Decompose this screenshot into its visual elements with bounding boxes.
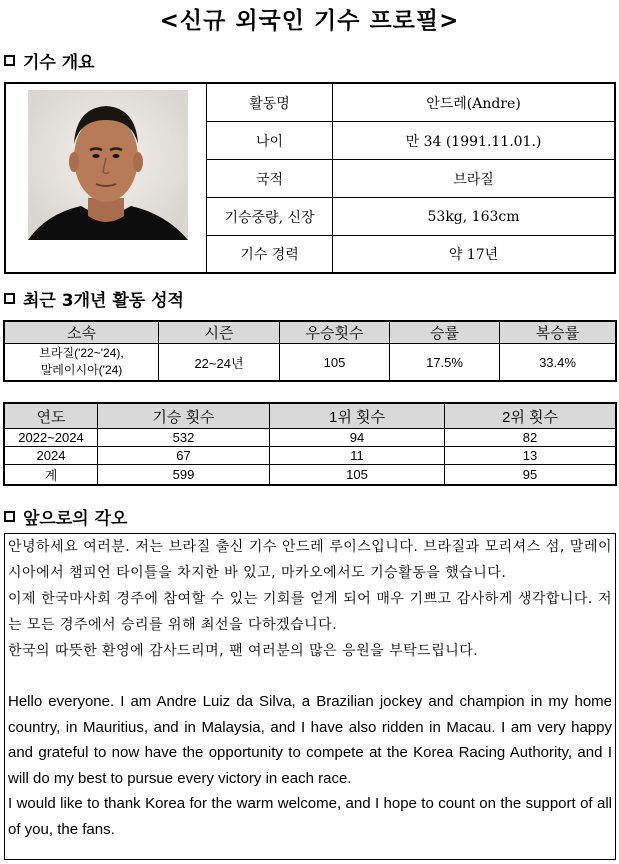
season-cell: 22~24년 — [159, 344, 280, 381]
affiliation-line: 말레이시아('24) — [40, 363, 123, 377]
overview-value: 만 34 (1991.11.01.) — [333, 122, 615, 160]
table-header: 시즌 — [159, 322, 280, 344]
table-cell: 11 — [270, 447, 445, 465]
korean-paragraph: 이제 한국마사회 경주에 참여할 수 있는 기회를 얻게 되어 매우 기쁘고 감사하게 생각합니다. 저는 모든 경주에서 승리를 위해 최선을 다하겠습니다. — [8, 591, 612, 633]
win-rate-cell: 17.5% — [390, 344, 500, 381]
overview-value: 브라질 — [333, 160, 615, 198]
yearly-stats-table — [4, 403, 616, 485]
table-row — [5, 465, 616, 485]
checkbox-square-icon — [4, 293, 15, 304]
table-header: 승률 — [390, 322, 500, 344]
overview-label: 나이 — [207, 122, 333, 160]
table-cell: 532 — [98, 429, 270, 447]
table-header: 1위 횟수 — [270, 404, 445, 429]
jockey-photo — [6, 84, 207, 273]
korean-paragraph: 한국의 따뜻한 환영에 감사드리며, 팬 여러분의 많은 응원을 부탁드립니다. — [8, 643, 479, 659]
wins-cell: 105 — [280, 344, 390, 381]
table-header: 복승률 — [500, 322, 616, 344]
table-cell: 599 — [98, 465, 270, 485]
table-header: 2위 횟수 — [445, 404, 616, 429]
table-cell: 94 — [270, 429, 445, 447]
overview-value: 53kg, 163cm — [333, 198, 615, 236]
table-cell: 95 — [445, 465, 616, 485]
overview-label: 활동명 — [207, 84, 333, 122]
table-header: 소속 — [5, 322, 159, 344]
checkbox-square-icon — [4, 511, 15, 522]
table-cell: 105 — [270, 465, 445, 485]
english-paragraph: I would like to thank Korea for the warm welcome, and I hope to count on the support of all of you, the fans. — [8, 795, 612, 838]
table-cell: 13 — [445, 447, 616, 465]
jockey-portrait-image — [6, 86, 206, 266]
table-header: 우승횟수 — [280, 322, 390, 344]
section-aspirations-heading — [4, 504, 127, 529]
korean-paragraph: 안녕하세요 여러분. 저는 브라질 출신 기수 안드레 루이스입니다. 브라질과 모리셔스 섬, 말레이시아에서 챔피언 타이틀을 차지한 바 있고, 마카오에서도 기승활동을 했습니다. — [8, 539, 612, 581]
page-title: <신규 외국인 기수 프로필> — [159, 8, 460, 34]
table-header: 연도 — [5, 404, 98, 429]
table-cell: 82 — [445, 429, 616, 447]
table-cell: 계 — [5, 465, 98, 485]
table-row — [5, 429, 616, 447]
overview-table — [5, 83, 615, 273]
overview-label: 기수 경력 — [207, 236, 333, 273]
paragraph-spacer — [8, 664, 612, 689]
performance-table — [4, 321, 616, 381]
place-rate-cell: 33.4% — [500, 344, 616, 381]
table-header: 기승 횟수 — [98, 404, 270, 429]
affiliation-line: 브라질('22~'24), — [39, 346, 124, 360]
table-cell: 67 — [98, 447, 270, 465]
section-aspirations-label: 앞으로의 각오 — [23, 509, 128, 529]
affiliation-cell — [5, 344, 159, 381]
overview-value: 약 17년 — [333, 236, 615, 273]
overview-label: 기승중량, 신장 — [207, 198, 333, 236]
aspirations-textbox — [4, 533, 616, 860]
section-overview-heading — [4, 48, 95, 73]
section-performance-heading — [4, 286, 184, 311]
section-overview-label: 기수 개요 — [23, 53, 95, 73]
table-cell: 2022~2024 — [5, 429, 98, 447]
table-cell: 2024 — [5, 447, 98, 465]
section-performance-label: 최근 3개년 활동 성적 — [23, 291, 184, 311]
checkbox-square-icon — [4, 55, 15, 66]
table-row — [5, 447, 616, 465]
english-paragraph: Hello everyone. I am Andre Luiz da Silva, a Brazilian jockey and champion in my home country, in Mauritius, and in Malaysia, and I have also ridden in Macau. I am very happy and grateful to now have the opportunity to compete at the Korea Racing Authority, and I will do my best to pursue every victory in each race. — [8, 693, 612, 787]
overview-label: 국적 — [207, 160, 333, 198]
overview-value: 안드레(Andre) — [333, 84, 615, 122]
